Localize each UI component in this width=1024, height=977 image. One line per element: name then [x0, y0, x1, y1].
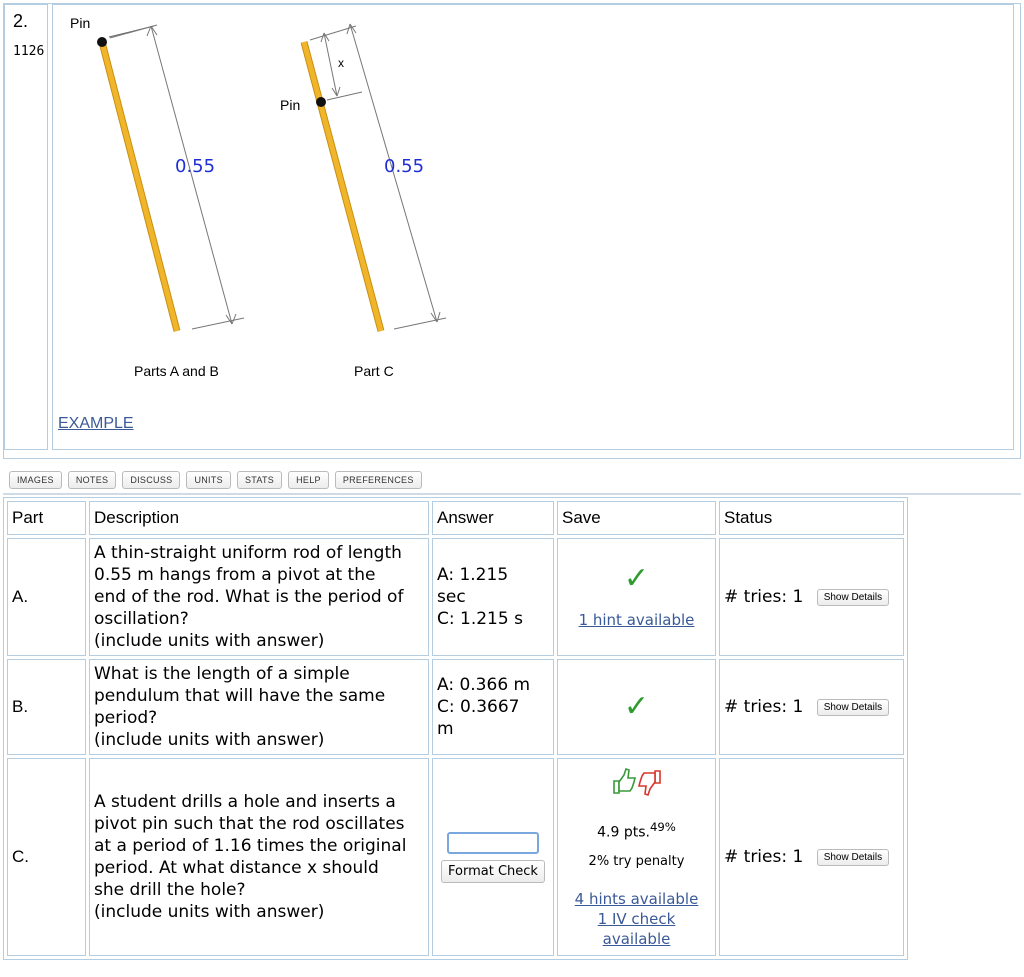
hints-link[interactable]: 4 hints available [574, 890, 699, 909]
dim-x-line [324, 33, 337, 96]
stats-button[interactable]: STATS [237, 471, 282, 489]
images-button[interactable]: IMAGES [9, 471, 62, 489]
example-link[interactable]: EXAMPLE [58, 415, 134, 432]
thumbs-icons [608, 767, 666, 797]
header-status: Status [719, 501, 904, 535]
table-row [7, 758, 904, 956]
answer-line: A: 0.366 m [437, 675, 531, 695]
problem-number-cell [4, 4, 48, 450]
status-cell [719, 758, 904, 956]
hint-link[interactable]: 1 hint available [578, 611, 695, 629]
answer-cell [432, 538, 554, 656]
header-answer: Answer [432, 501, 554, 535]
preferences-button[interactable]: PREFERENCES [335, 471, 422, 489]
desc-line: period. At what distance x should [94, 858, 379, 878]
thumbs-down-icon[interactable] [639, 771, 660, 795]
length-label-left: 0.55 [175, 156, 216, 177]
answer-line: sec [437, 587, 466, 607]
part-label: C. [7, 758, 86, 956]
description-cell [89, 659, 429, 755]
problem-id: 1126 [13, 44, 45, 59]
header-description: Description [89, 501, 429, 535]
desc-line: (include units with answer) [94, 730, 325, 750]
points-text [562, 820, 711, 841]
x-label: x [338, 56, 344, 70]
desc-line: pivot pin such that the rod oscillates [94, 814, 405, 834]
thumbs-up-icon[interactable] [614, 769, 635, 793]
desc-line: A thin-straight uniform rod of length [94, 543, 402, 563]
answer-line: A: 1.215 [437, 565, 509, 585]
table-row [7, 659, 904, 755]
answer-cell [432, 758, 554, 956]
feedback-icons [562, 767, 711, 802]
pendulum-figure [54, 6, 474, 386]
points-percent: 49% [649, 819, 676, 834]
dim-x-bottom [327, 92, 362, 100]
desc-line: (include units with answer) [94, 902, 325, 922]
units-button[interactable]: UNITS [186, 471, 231, 489]
pin-label-right: Pin [280, 97, 301, 113]
status-cell [719, 538, 904, 656]
try-penalty: 2% try penalty [588, 854, 685, 870]
pin-dot-right [316, 97, 326, 107]
table-row [7, 538, 904, 656]
answer-cell [432, 659, 554, 755]
header-save: Save [557, 501, 716, 535]
tries-count: # tries: 1 [724, 847, 804, 867]
desc-line: A student drills a hole and inserts a [94, 792, 396, 812]
answer-line: C: 1.215 s [437, 609, 523, 629]
desc-line: pendulum that will have the same [94, 686, 386, 706]
notes-button[interactable]: NOTES [68, 471, 117, 489]
dim-top-left [110, 25, 157, 38]
divider [3, 493, 1021, 495]
dim-bottom-right [394, 318, 446, 329]
answer-input[interactable] [447, 832, 539, 854]
show-details-button[interactable]: Show Details [817, 589, 889, 606]
answer-table [3, 497, 908, 960]
correct-check-icon: ✓ [623, 690, 650, 723]
pin-label-left: Pin [70, 15, 91, 31]
answer-line: m [437, 719, 454, 739]
format-check-button[interactable]: Format Check [441, 860, 545, 883]
answer-line: C: 0.3667 [437, 697, 520, 717]
rod-left [102, 42, 177, 331]
rod-right [304, 42, 381, 331]
desc-line: at a period of 1.16 times the original [94, 836, 407, 856]
table-header-row [7, 501, 904, 535]
desc-line: (include units with answer) [94, 631, 325, 651]
show-details-button[interactable]: Show Details [817, 849, 889, 866]
desc-line: she drill the hole? [94, 880, 246, 900]
problem-toolbar [9, 471, 422, 489]
status-cell [719, 659, 904, 755]
save-cell [557, 659, 716, 755]
points-value: 4.9 pts. [597, 824, 650, 841]
pin-dot-left [97, 37, 107, 47]
tries-count: # tries: 1 [724, 697, 804, 717]
description-cell [89, 758, 429, 956]
save-cell [557, 758, 716, 956]
desc-line: oscillation? [94, 609, 189, 629]
help-button[interactable]: HELP [288, 471, 329, 489]
caption-left: Parts A and B [134, 363, 219, 379]
length-label-right: 0.55 [384, 156, 425, 177]
desc-line: 0.55 m hangs from a pivot at the [94, 565, 376, 585]
description-cell [89, 538, 429, 656]
desc-line: What is the length of a simple [94, 664, 350, 684]
discuss-button[interactable]: DISCUSS [122, 471, 180, 489]
iv-check-link[interactable]: 1 IV check available [597, 910, 676, 949]
tries-count: # tries: 1 [724, 587, 804, 607]
dim-bottom-left [192, 318, 244, 329]
correct-check-icon: ✓ [623, 562, 650, 595]
problem-number: 2. [13, 11, 29, 31]
save-cell [557, 538, 716, 656]
show-details-button[interactable]: Show Details [817, 699, 889, 716]
header-part: Part [7, 501, 86, 535]
part-label: A. [7, 538, 86, 656]
part-label: B. [7, 659, 86, 755]
desc-line: period? [94, 708, 158, 728]
caption-right: Part C [354, 363, 394, 379]
desc-line: end of the rod. What is the period of [94, 587, 404, 607]
